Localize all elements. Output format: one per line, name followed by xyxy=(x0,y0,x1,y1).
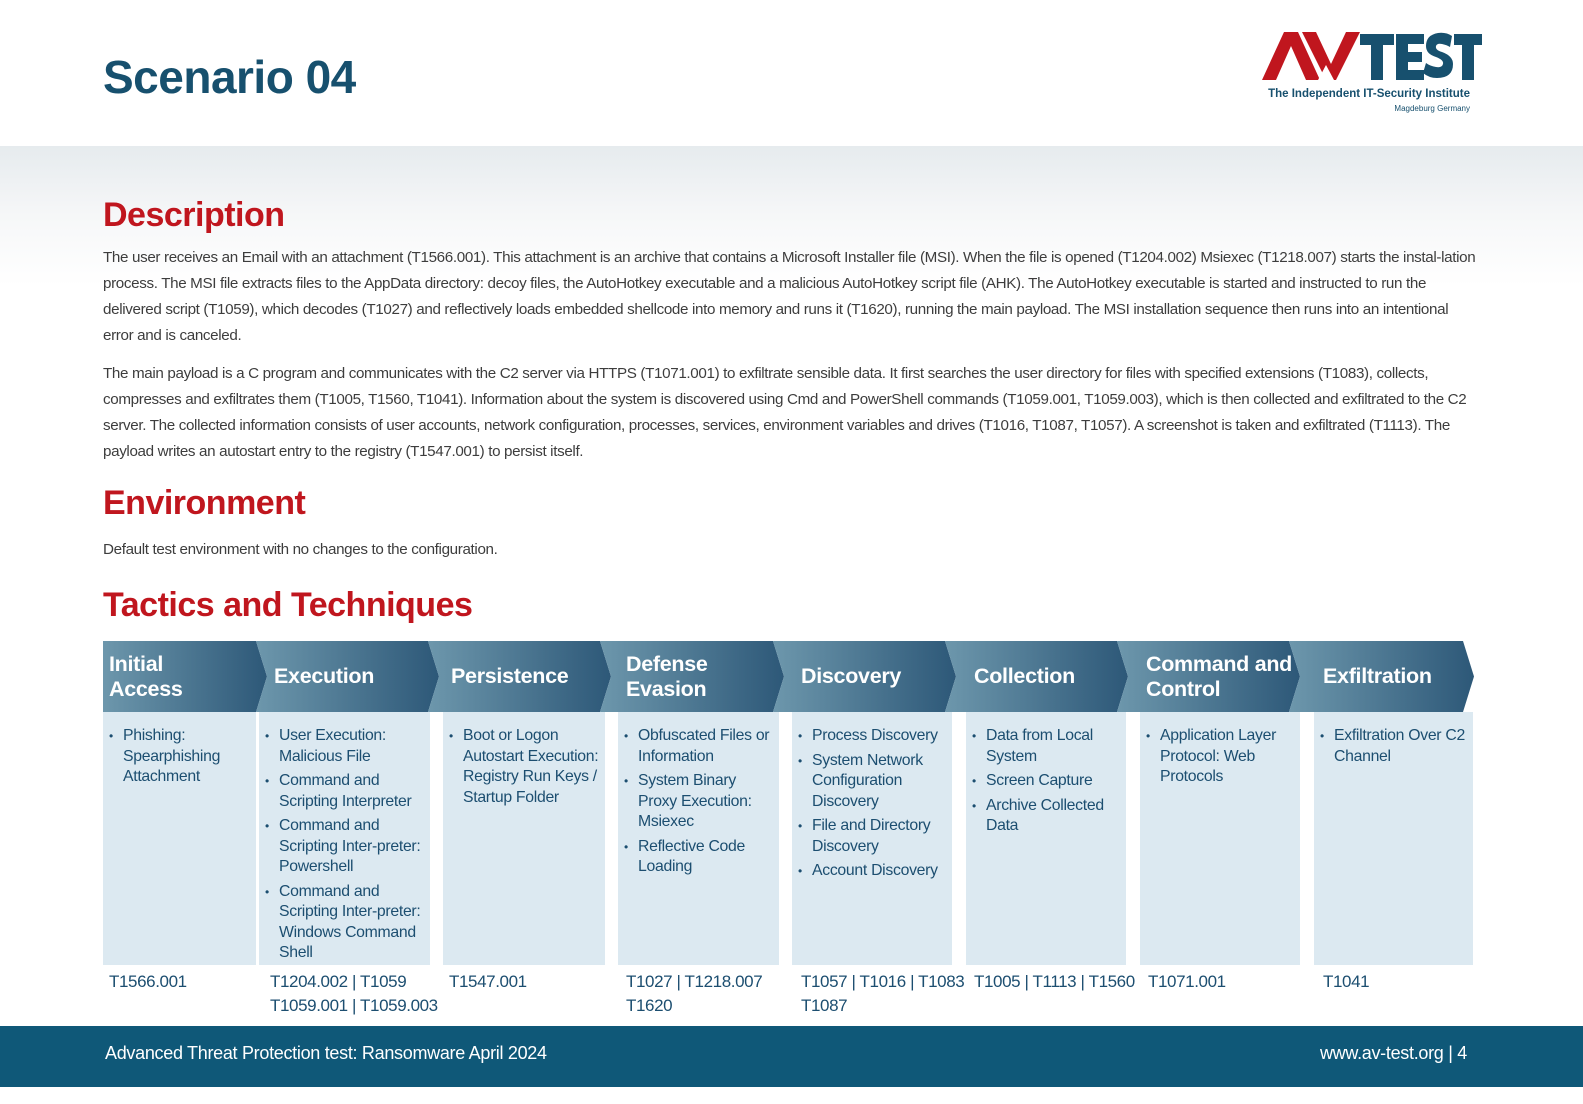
technique-column xyxy=(618,712,779,965)
logo-tagline: The Independent IT-Security Institute xyxy=(1268,88,1470,100)
description-heading: Description xyxy=(103,196,285,234)
technique-ids: T1027 | T1218.007 T1620 xyxy=(626,972,763,1015)
technique-item: • Reflective Code Loading xyxy=(624,837,775,878)
technique-ids: T1071.001 xyxy=(1148,972,1226,991)
technique-ids: T1566.001 xyxy=(109,972,187,991)
footer-report-title: Advanced Threat Protection test: Ransomware April 2024 xyxy=(105,1043,547,1063)
tactic-label xyxy=(274,641,435,712)
technique-column xyxy=(966,712,1126,965)
tactic-label xyxy=(1146,641,1296,712)
tactic-label-text: Execution xyxy=(274,664,375,688)
technique-list xyxy=(1314,712,1473,767)
technique-list xyxy=(966,712,1126,837)
description-paragraph-1: The user receives an Email with an attachment (T1566.001). This attachment is an archive that contains a Microsoft Installer file (MSI). When the file is opened (T1204.002) Msiexec (T1218.007) starts the instal-lation process. The MSI file extracts files to the AppData directory: decoy files, the AutoHotkey executable and a malicious AutoHotkey script file (AHK). The AutoHotkey executable is started and instructed to run the delivered script (T1059), which decodes (T1027) and reflectively loads embedded shellcode into memory and runs it (T1620), running the main payload. The MSI installation sequence then runs into an intentional error and is canceled. xyxy=(103,249,1476,344)
tactic-label xyxy=(451,641,603,712)
technique-list xyxy=(1140,712,1300,788)
technique-item: • User Execution: Malicious File xyxy=(265,726,426,767)
technique-list xyxy=(792,712,952,882)
tactic-label-text: Exfiltration xyxy=(1323,664,1432,688)
logo-test-wordmark xyxy=(1360,33,1482,80)
page-title: Scenario 04 xyxy=(103,51,356,103)
technique-item: • Command and Scripting Inter-preter: Windows Command Shell xyxy=(265,882,426,964)
environment-text: Default test environment with no changes to the configuration. xyxy=(103,541,498,558)
technique-list xyxy=(618,712,779,878)
technique-list xyxy=(443,712,605,808)
logo-location: Magdeburg Germany xyxy=(1394,104,1470,113)
technique-item: • Phishing: Spearphishing Attachment xyxy=(109,726,252,788)
technique-item: • Data from Local System xyxy=(972,726,1122,767)
av-test-logo-mark xyxy=(1262,32,1482,88)
tactic-label xyxy=(1323,641,1472,712)
tactic-label-text: Defense Evasion xyxy=(626,651,708,701)
tactic-label-text: Collection xyxy=(974,664,1075,688)
technique-column xyxy=(1314,712,1473,965)
technique-item: • Command and Scripting Interpreter xyxy=(265,771,426,812)
environment-heading: Environment xyxy=(103,484,306,522)
technique-list xyxy=(103,712,256,788)
technique-column xyxy=(259,712,430,965)
technique-list xyxy=(259,712,430,964)
tactic-label-text: Persistence xyxy=(451,664,569,688)
technique-item: • Boot or Logon Autostart Execution: Registry Run Keys / Startup Folder xyxy=(449,726,601,808)
page-header xyxy=(0,0,1583,146)
tactic-label xyxy=(974,641,1124,712)
technique-column xyxy=(1140,712,1300,965)
technique-item: • File and Directory Discovery xyxy=(798,816,948,857)
technique-item: • System Binary Proxy Execution: Msiexec xyxy=(624,771,775,833)
tactic-label-text: Initial Access xyxy=(109,651,183,701)
technique-item: • System Network Configuration Discovery xyxy=(798,751,948,813)
technique-column xyxy=(443,712,605,965)
tactics-heading: Tactics and Techniques xyxy=(103,586,473,624)
technique-ids: T1041 xyxy=(1323,972,1370,991)
footer-website-page: www.av-test.org | 4 xyxy=(1319,1043,1467,1063)
tactic-label xyxy=(626,641,777,712)
technique-item: • Account Discovery xyxy=(798,861,948,882)
tactic-label-text: Command and Control xyxy=(1146,651,1293,701)
page-footer xyxy=(0,1026,1583,1087)
technique-item: • Screen Capture xyxy=(972,771,1122,792)
technique-column xyxy=(792,712,952,965)
technique-item: • Archive Collected Data xyxy=(972,796,1122,837)
technique-item: • Obfuscated Files or Information xyxy=(624,726,775,767)
technique-ids: T1005 | T1113 | T1560 xyxy=(974,972,1135,991)
technique-item: • Exfiltration Over C2 Channel xyxy=(1320,726,1469,767)
tactic-label-text: Discovery xyxy=(801,664,902,688)
description-paragraph-2: The main payload is a C program and communicates with the C2 server via HTTPS (T1071.001) to exfiltrate sensible data. It first searches the user directory for files with specified extensions (T1083), collects, compresses and exfiltrates them (T1005, T1560, T1041). Information about the system is discovered using Cmd and PowerShell commands (T1059.001, T1059.003), which is then collected and exfiltrated to the C2 server. The collected information consists of user accounts, network configuration, processes, services, environment variables and drives (T1016, T1087, T1057). A screenshot is taken and exfiltrated (T1113). The payload writes an autostart entry to the registry (T1547.001) to persist itself. xyxy=(103,365,1467,460)
av-test-logo xyxy=(1262,32,1482,118)
tactic-label xyxy=(109,641,252,712)
technique-item: • Application Layer Protocol: Web Protocols xyxy=(1146,726,1296,788)
technique-item: • Process Discovery xyxy=(798,726,948,747)
technique-item: • Command and Scripting Inter-preter: Powershell xyxy=(265,816,426,878)
technique-ids: T1547.001 xyxy=(449,972,527,991)
technique-ids: T1204.002 | T1059 T1059.001 | T1059.003 xyxy=(270,972,438,1015)
technique-ids: T1057 | T1016 | T1083 T1087 xyxy=(801,972,965,1015)
tactic-label xyxy=(801,641,951,712)
technique-column xyxy=(103,712,256,965)
